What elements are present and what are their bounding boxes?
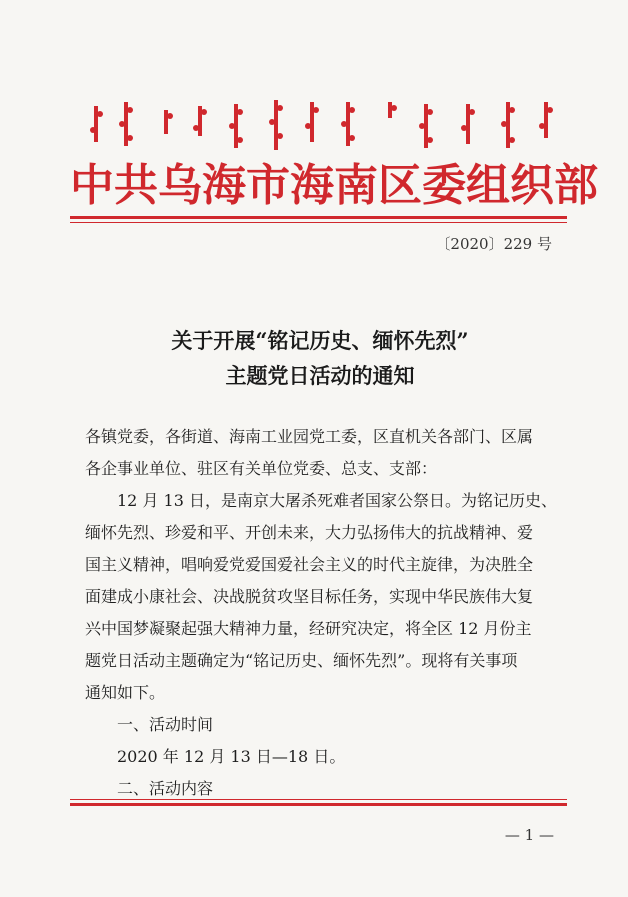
body-line: 通知如下。 [85,683,166,702]
header-rule-thick [70,216,567,219]
document-body [85,421,563,805]
footer-rule-thin [70,799,567,800]
organization-name: 中共乌海市海南区委组织部 [70,160,598,211]
body-line: 缅怀先烈、珍爱和平、开创未来，大力弘扬伟大的抗战精神、爱 [85,523,534,542]
body-line: 兴中国梦凝聚起强大精神力量，经研究决定，将全区 12 月份主 [85,619,532,638]
body-line: 2020 年 12 月 13 日—18 日。 [117,747,346,766]
body-line: 各企事业单位、驻区有关单位党委、总支、支部： [85,459,438,478]
page-number: — 1 — [504,826,554,844]
title-line-2: 主题党日活动的通知 [225,363,415,388]
header-rule-thin [70,222,567,223]
body-line: 各镇党委，各街道、海南工业园党工委，区直机关各部门、区属 [85,427,534,446]
mongolian-script-image [88,96,558,158]
section-heading: 二、活动内容 [117,779,214,798]
body-line: 题党日活动主题确定为“铭记历史、缅怀先烈”。现将有关事项 [85,651,518,670]
title-line-1: 关于开展“铭记历史、缅怀先烈” [171,328,469,353]
footer-rule-thick [70,803,567,806]
section-heading: 一、活动时间 [117,715,214,734]
document-number: 〔2020〕229 号 [435,235,552,253]
body-line: 国主义精神，唱响爱党爱国爱社会主义的时代主旋律，为决胜全 [85,555,534,574]
body-line: 面建成小康社会、决战脱贫攻坚目标任务，实现中华民族伟大复 [85,587,534,606]
body-line: 12 月 13 日，是南京大屠杀死难者国家公祭日。为铭记历史、 [117,491,557,510]
mongolian-script-header [88,96,558,158]
